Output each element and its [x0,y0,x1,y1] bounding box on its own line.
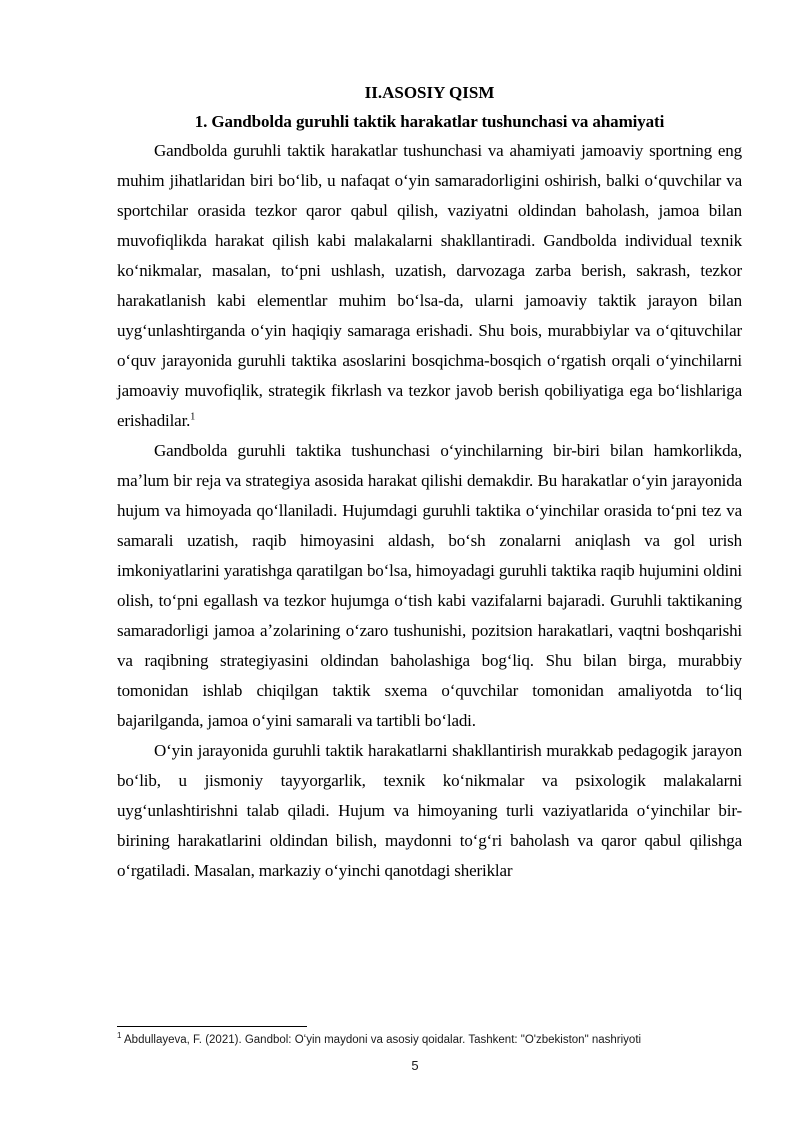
footnote-text: Abdullayeva, F. (2021). Gandbol: Oʻyin maydoni va asosiy qoidalar. Tashkent: "O'zbekiston" nashriyoti [121,1034,642,1046]
footnote-reference[interactable]: 1 [190,411,196,423]
paragraph-1 [117,136,742,436]
subsection-title: 1. Gandbolda guruhli taktik harakatlar tushunchasi va ahamiyati [194,112,665,131]
footnote-divider [117,1026,307,1027]
page-content [117,81,742,886]
section-title: II.ASOSIY QISM [364,83,495,102]
footnote-number: 1 [117,1031,122,1041]
paragraph-3 [117,736,742,886]
footnote [117,1032,742,1048]
paragraph-3-text: Oʻyin jarayonida guruhli taktik harakatlarni shakllantirish murakkab pedagogik jarayon boʻlib, u jismoniy tayyorgarlik, texnik koʻnikmalar va psixologik malakalarni uygʻunlashtirishni talab qiladi. Hujum va himoyaning turli vaziyatlarida oʻyinchilar bir-birining harakatlarini oldindan bilish, maydonni toʻgʻri baholash va qaror qabul qilishga oʻrgatiladi. Masalan, markaziy oʻyinchi qanotdagi sheriklar [117,741,742,880]
paragraph-2 [117,436,742,736]
paragraph-2-text: Gandbolda guruhli taktika tushunchasi oʻyinchilarning bir-biri bilan hamkorlikda, maʼlum bir reja va strategiya asosida harakat qilishi demakdir. Bu harakatlar oʻyin jarayonida hujum va himoyada qoʻllaniladi. Hujumdagi guruhli taktika oʻyinchilar orasida toʻpni tez va samarali uzatish, raqib himoyasini aldash, boʻsh zonalarni aniqlash va gol urish imkoniyatlarini yaratishga qaratilgan boʻlsa, himoyadagi guruhli taktika raqib hujumini oldini olish, toʻpni egallash va tezkor hujumga oʻtish kabi vazifalarni bajaradi. Guruhli taktikaning samaradorligi jamoa aʼzolarining oʻzaro tushunishi, pozitsion harakatlari, vaqtni boshqarishi va raqibning strategiyasini oldindan baholashiga bogʻliq. Shu bilan birga, murabbiy tomonidan ishlab chiqilgan taktik sxema oʻquvchilar tomonidan amaliyotda toʻliq bajarilganda, jamoa oʻyini samarali va tartibli boʻladi. [117,441,742,730]
page-number: 5 [411,1058,419,1073]
paragraph-1-text: Gandbolda guruhli taktik harakatlar tushunchasi va ahamiyati jamoaviy sportning eng muhim jihatlaridan biri boʻlib, u nafaqat oʻyin samaradorligini oshirish, balki oʻquvchilar va sportchilar orasida tezkor qaror qabul qilish, vaziyatni oldindan baholash, jamoa bilan muvofiqlikda harakat qilish kabi malakalarni shakllantiradi. Gandbolda individual texnik koʻnikmalar, masalan, toʻpni ushlash, uzatish, darvozaga zarba berish, sakrash, tezkor harakatlanish kabi elementlar muhim boʻlsa-da, ularni jamoaviy taktik jarayon bilan uygʻunlashtirganda oʻyin haqiqiy samaraga erishadi. Shu bois, murabbiylar va oʻqituvchilar oʻquv jarayonida guruhli taktika asoslarini bosqichma-bosqich oʻrgatish orqali oʻyinchilarni jamoaviy muvofiqlik, strategik fikrlash va tezkor javob berish qobiliyatiga ega boʻlishlariga erishadilar. [117,141,742,430]
